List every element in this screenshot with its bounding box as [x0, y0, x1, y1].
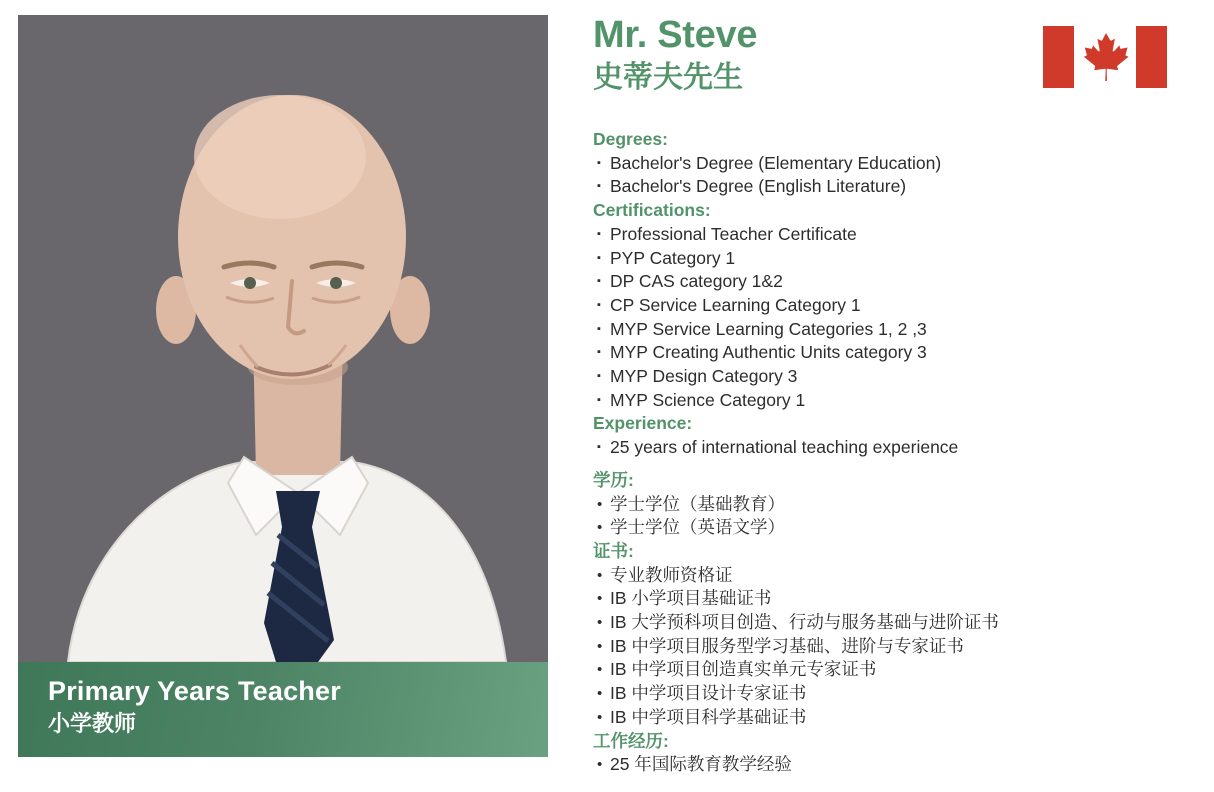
list-item-text: IB 中学项目服务型学习基础、进阶与专家证书: [610, 635, 964, 656]
list-item-text: PYP Category 1: [610, 247, 736, 268]
list-item: [593, 270, 1063, 294]
bullet-icon: •: [597, 519, 603, 537]
list-item: [593, 706, 1063, 730]
bullet-icon: •: [597, 495, 603, 513]
bullet-icon: ▪: [597, 322, 601, 335]
list-item: [593, 493, 1063, 517]
bullet-icon: ▪: [597, 275, 601, 288]
section-heading-experience-zh: 工作经历:: [593, 730, 669, 751]
section-heading-certifications: Certifications:: [593, 200, 711, 221]
bullet-icon: ▪: [597, 393, 601, 406]
list-item-text: IB 大学预科项目创造、行动与服务基础与进阶证书: [610, 612, 999, 633]
section-heading-certifications-zh: 证书:: [593, 540, 634, 561]
photo-card: [18, 15, 548, 757]
list-item-text: MYP Service Learning Categories 1, 2 ,3: [610, 318, 927, 339]
bullet-icon: ▪: [597, 346, 601, 359]
list-item: [593, 436, 1063, 460]
bullet-icon: •: [597, 614, 603, 632]
bullet-icon: ▪: [597, 370, 601, 383]
list-item: [593, 516, 1063, 540]
bullet-icon: •: [597, 566, 603, 584]
list-item: [593, 587, 1063, 611]
list-item: [593, 223, 1063, 247]
bullet-icon: •: [597, 661, 603, 679]
list-item: [593, 389, 1063, 413]
section-heading-experience: Experience:: [593, 413, 693, 434]
list-item-text: CP Service Learning Category 1: [610, 294, 861, 315]
teacher-name-en: Mr. Steve: [593, 14, 758, 56]
bullet-icon: •: [597, 708, 603, 726]
list-item-text: 学士学位（基础教育）: [610, 493, 785, 514]
teacher-portrait-photo: [18, 15, 548, 662]
bullet-icon: ▪: [597, 180, 601, 193]
list-item-text: MYP Creating Authentic Units category 3: [610, 342, 927, 363]
list-item: [593, 611, 1063, 635]
bullet-icon: •: [597, 685, 603, 703]
list-item: [593, 658, 1063, 682]
list-item: [593, 175, 1063, 199]
bullet-icon: ▪: [597, 156, 601, 169]
section-heading-degrees: Degrees:: [593, 129, 668, 149]
list-item-text: Bachelor's Degree (Elementary Education): [610, 152, 942, 173]
bullet-icon: ▪: [597, 251, 601, 264]
list-item-text: 专业教师资格证: [610, 564, 733, 585]
list-item-text: 学士学位（英语文学）: [610, 517, 785, 538]
bullet-icon: •: [597, 637, 603, 655]
role-banner: [18, 662, 548, 757]
list-item-text: IB 中学项目科学基础证书: [610, 706, 807, 727]
role-title-en: Primary Years Teacher: [48, 676, 341, 706]
list-item-text: Bachelor's Degree (English Literature): [610, 176, 907, 197]
bullet-icon: ▪: [597, 227, 601, 240]
bullet-icon: •: [597, 590, 603, 608]
list-item: [593, 247, 1063, 271]
list-item-text: 25 years of international teaching experience: [610, 437, 959, 458]
portrait-illustration: [18, 15, 548, 662]
role-title-zh: 小学教师: [48, 711, 137, 736]
list-item: [593, 682, 1063, 706]
bullet-icon: ▪: [597, 298, 601, 311]
list-item: [593, 564, 1063, 588]
bio-sections: [593, 128, 1063, 777]
list-item-text: MYP Science Category 1: [610, 389, 806, 410]
list-item-text: 25 年国际教育教学经验: [610, 754, 792, 775]
list-item: [593, 152, 1063, 176]
teacher-name-zh: 史蒂夫先生: [593, 61, 743, 94]
list-item: [593, 318, 1063, 342]
list-item: [593, 341, 1063, 365]
bullet-icon: •: [597, 756, 603, 774]
teacher-info: [593, 14, 1063, 777]
list-item-text: IB 中学项目设计专家证书: [610, 683, 807, 704]
list-item-text: IB 小学项目基础证书: [610, 588, 772, 609]
section-heading-degrees-zh: 学历:: [593, 469, 634, 490]
list-item-text: IB 中学项目创造真实单元专家证书: [610, 659, 877, 680]
bullet-icon: ▪: [597, 441, 601, 454]
list-item-text: Professional Teacher Certificate: [610, 223, 857, 244]
list-item: [593, 635, 1063, 659]
list-item: [593, 294, 1063, 318]
list-item: [593, 365, 1063, 389]
list-item: [593, 753, 1063, 777]
list-item-text: MYP Design Category 3: [610, 366, 798, 387]
list-item-text: DP CAS category 1&2: [610, 271, 783, 292]
